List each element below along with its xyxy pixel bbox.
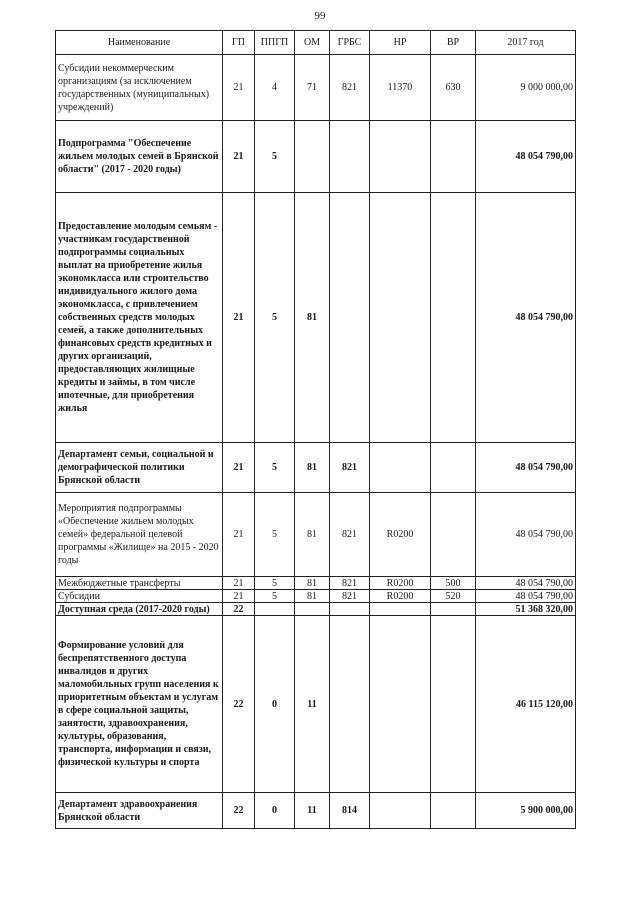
col-header-vr: ВР <box>431 31 476 55</box>
row-name: Подпрограмма "Обеспечение жильем молодых семей в Брянской области" (2017 - 2020 годы) <box>56 121 223 193</box>
table-row <box>56 193 576 443</box>
page-number: 99 <box>314 10 326 22</box>
table-row <box>56 577 576 590</box>
row-amount: 48 054 790,00 <box>476 193 576 443</box>
row-amount: 5 900 000,00 <box>476 793 576 829</box>
row-ppgp <box>255 603 295 616</box>
row-ppgp: 5 <box>255 493 295 577</box>
row-name: Межбюджетные трансферты <box>56 577 223 590</box>
row-amount: 48 054 790,00 <box>476 577 576 590</box>
row-name: Субсидии <box>56 590 223 603</box>
row-grbs: 821 <box>330 590 370 603</box>
row-name: Субсидии некоммерческим организациям (за исключением государственных (муниципальных) учреждений) <box>56 55 223 121</box>
row-nr <box>370 121 431 193</box>
row-gp: 21 <box>223 493 255 577</box>
row-vr: 500 <box>431 577 476 590</box>
row-amount: 46 115 120,00 <box>476 616 576 793</box>
row-ppgp: 5 <box>255 193 295 443</box>
row-om: 81 <box>295 493 330 577</box>
row-amount: 48 054 790,00 <box>476 493 576 577</box>
row-name: Формирование условий для беспрепятственного доступа инвалидов и других маломобильных групп населения к приоритетным объектам и услугам в сфере социальной защиты, занятости, здравоохранения, культуры, образования, транспорта, информации и связи, физической культуры и спорта <box>56 616 223 793</box>
row-name: Мероприятия подпрограммы «Обеспечение жильем молодых семей» федеральной целевой программы «Жилище» на 2015 - 2020 годы <box>56 493 223 577</box>
row-vr <box>431 443 476 493</box>
row-vr <box>431 493 476 577</box>
budget-table <box>55 30 576 829</box>
row-vr <box>431 616 476 793</box>
row-gp: 21 <box>223 55 255 121</box>
row-vr <box>431 121 476 193</box>
table-row <box>56 590 576 603</box>
row-ppgp: 0 <box>255 616 295 793</box>
row-grbs <box>330 121 370 193</box>
row-nr <box>370 793 431 829</box>
table-row <box>56 493 576 577</box>
row-om: 71 <box>295 55 330 121</box>
row-gp: 21 <box>223 577 255 590</box>
table-row <box>56 793 576 829</box>
row-name: Доступная среда (2017-2020 годы) <box>56 603 223 616</box>
row-ppgp: 0 <box>255 793 295 829</box>
row-name: Департамент семьи, социальной и демографической политики Брянской области <box>56 443 223 493</box>
row-om: 81 <box>295 577 330 590</box>
row-grbs <box>330 193 370 443</box>
row-ppgp: 5 <box>255 121 295 193</box>
row-gp: 21 <box>223 193 255 443</box>
row-gp: 22 <box>223 616 255 793</box>
row-grbs: 821 <box>330 443 370 493</box>
row-grbs <box>330 616 370 793</box>
row-vr <box>431 603 476 616</box>
row-grbs: 814 <box>330 793 370 829</box>
row-nr: R0200 <box>370 493 431 577</box>
row-amount: 48 054 790,00 <box>476 590 576 603</box>
row-grbs: 821 <box>330 55 370 121</box>
row-vr: 630 <box>431 55 476 121</box>
row-gp: 22 <box>223 603 255 616</box>
row-amount: 48 054 790,00 <box>476 443 576 493</box>
row-om: 11 <box>295 793 330 829</box>
col-header-gp: ГП <box>223 31 255 55</box>
row-nr <box>370 193 431 443</box>
col-header-ppgp: ППГП <box>255 31 295 55</box>
row-om: 81 <box>295 443 330 493</box>
row-om <box>295 121 330 193</box>
col-header-year: 2017 год <box>476 31 576 55</box>
row-nr <box>370 616 431 793</box>
table-header-row <box>56 31 576 55</box>
row-amount: 48 054 790,00 <box>476 121 576 193</box>
row-vr <box>431 793 476 829</box>
row-amount: 51 368 320,00 <box>476 603 576 616</box>
row-ppgp: 5 <box>255 590 295 603</box>
row-nr: 11370 <box>370 55 431 121</box>
row-om: 81 <box>295 590 330 603</box>
table-row <box>56 616 576 793</box>
row-name: Департамент здравоохранения Брянской области <box>56 793 223 829</box>
row-vr: 520 <box>431 590 476 603</box>
row-nr <box>370 603 431 616</box>
table-row <box>56 443 576 493</box>
table-row <box>56 603 576 616</box>
row-om: 81 <box>295 193 330 443</box>
row-ppgp: 5 <box>255 443 295 493</box>
row-amount: 9 000 000,00 <box>476 55 576 121</box>
col-header-grbs: ГРБС <box>330 31 370 55</box>
row-gp: 21 <box>223 443 255 493</box>
col-header-nr: НР <box>370 31 431 55</box>
table-row <box>56 121 576 193</box>
row-name: Предоставление молодым семьям - участникам государственной подпрограммы социальных выплат на приобретение жилья экономкласса или строительство индивидуального жилого дома экономкласса, с привлечением собственных средств молодых семей, а также дополнительных финансовых средств кредитных и других организаций, предоставляющих жилищные кредиты и займы, в том числе ипотечные, для приобретения жилья <box>56 193 223 443</box>
row-ppgp: 5 <box>255 577 295 590</box>
row-gp: 21 <box>223 121 255 193</box>
col-header-name: Наименование <box>56 31 223 55</box>
row-om <box>295 603 330 616</box>
row-grbs: 821 <box>330 577 370 590</box>
col-header-om: ОМ <box>295 31 330 55</box>
table-row <box>56 55 576 121</box>
row-nr: R0200 <box>370 590 431 603</box>
row-nr: R0200 <box>370 577 431 590</box>
row-grbs <box>330 603 370 616</box>
row-ppgp: 4 <box>255 55 295 121</box>
row-gp: 22 <box>223 793 255 829</box>
row-grbs: 821 <box>330 493 370 577</box>
row-om: 11 <box>295 616 330 793</box>
row-gp: 21 <box>223 590 255 603</box>
row-vr <box>431 193 476 443</box>
row-nr <box>370 443 431 493</box>
